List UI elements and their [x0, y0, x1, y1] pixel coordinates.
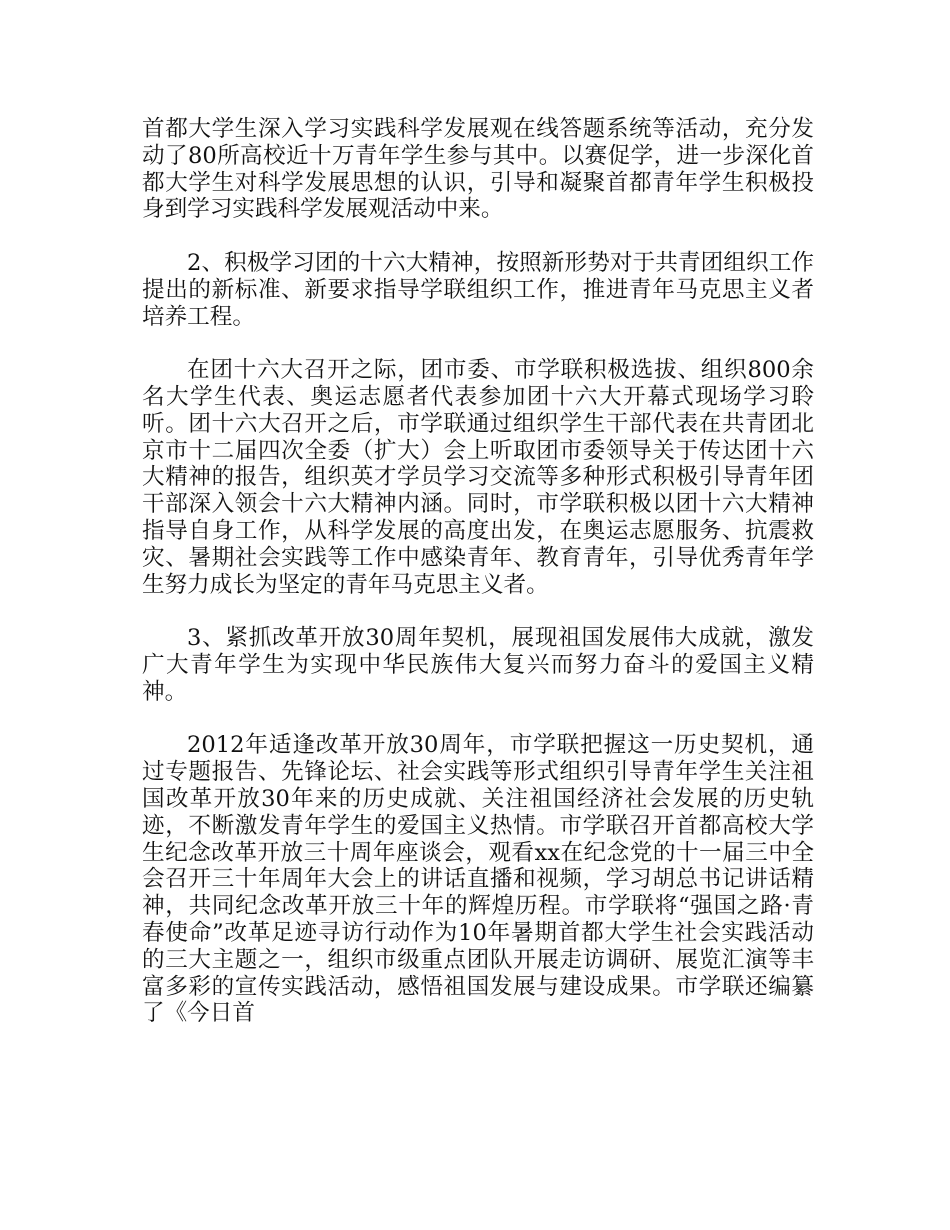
paragraph-section-2-body: 在团十六大召开之际，团市委、市学联积极选拔、组织800余名大学生代表、奥运志愿者代表参加团十六大开幕式现场学习聆听。团十六大召开之后，市学联通过组织学生干部代表在共青团北京市十二届四次全委（扩大）会上听取团市委领导关于传达团十六大精神的报告，组织英才学员学习交流等多种形式积极引导青年团干部深入领会十六大精神内涵。同时，市学联积极以团十六大精神指导自身工作，从科学发展的高度出发，在奥运志愿服务、抗震救灾、暑期社会实践等工作中感染青年、教育青年，引导优秀青年学生努力成长为坚定的青年马克思主义者。: [142, 357, 814, 598]
paragraph-section-3-heading: 3、紧抓改革开放30周年契机，展现祖国发展伟大成就，激发广大青年学生为实现中华民族伟大复兴而努力奋斗的爱国主义精神。: [142, 625, 814, 705]
paragraph-section-3-body: 2012年适逢改革开放30周年，市学联把握这一历史契机，通过专题报告、先锋论坛、社会实践等形式组织引导青年学生关注祖国改革开放30年来的历史成就、关注祖国经济社会发展的历史轨迹，不断激发青年学生的爱国主义热情。市学联召开首都高校大学生纪念改革开放三十周年座谈会，观看xx在纪念党的十一届三中全会召开三十年周年大会上的讲话直播和视频，学习胡总书记讲话精神，共同纪念改革开放三十年的辉煌历程。市学联将“强国之路·青春使命”改革足迹寻访行动作为10年暑期首都大学生社会实践活动的三大主题之一，组织市级重点团队开展走访调研、展览汇演等丰富多彩的宣传实践活动，感悟祖国发展与建设成果。市学联还编纂了《今日首: [142, 732, 814, 1027]
paragraph-section-2-heading: 2、积极学习团的十六大精神，按照新形势对于共青团组织工作提出的新标准、新要求指导学联组织工作，推进青年马克思主义者培养工程。: [142, 249, 814, 330]
paragraph-intro-continuation: 首都大学生深入学习实践科学发展观在线答题系统等活动，充分发动了80所高校近十万青年学生参与其中。以赛促学，进一步深化首都大学生对科学发展思想的认识，引导和凝聚首都青年学生积极投身到学习实践科学发展观活动中来。: [142, 116, 814, 223]
document-body: [142, 116, 814, 1054]
